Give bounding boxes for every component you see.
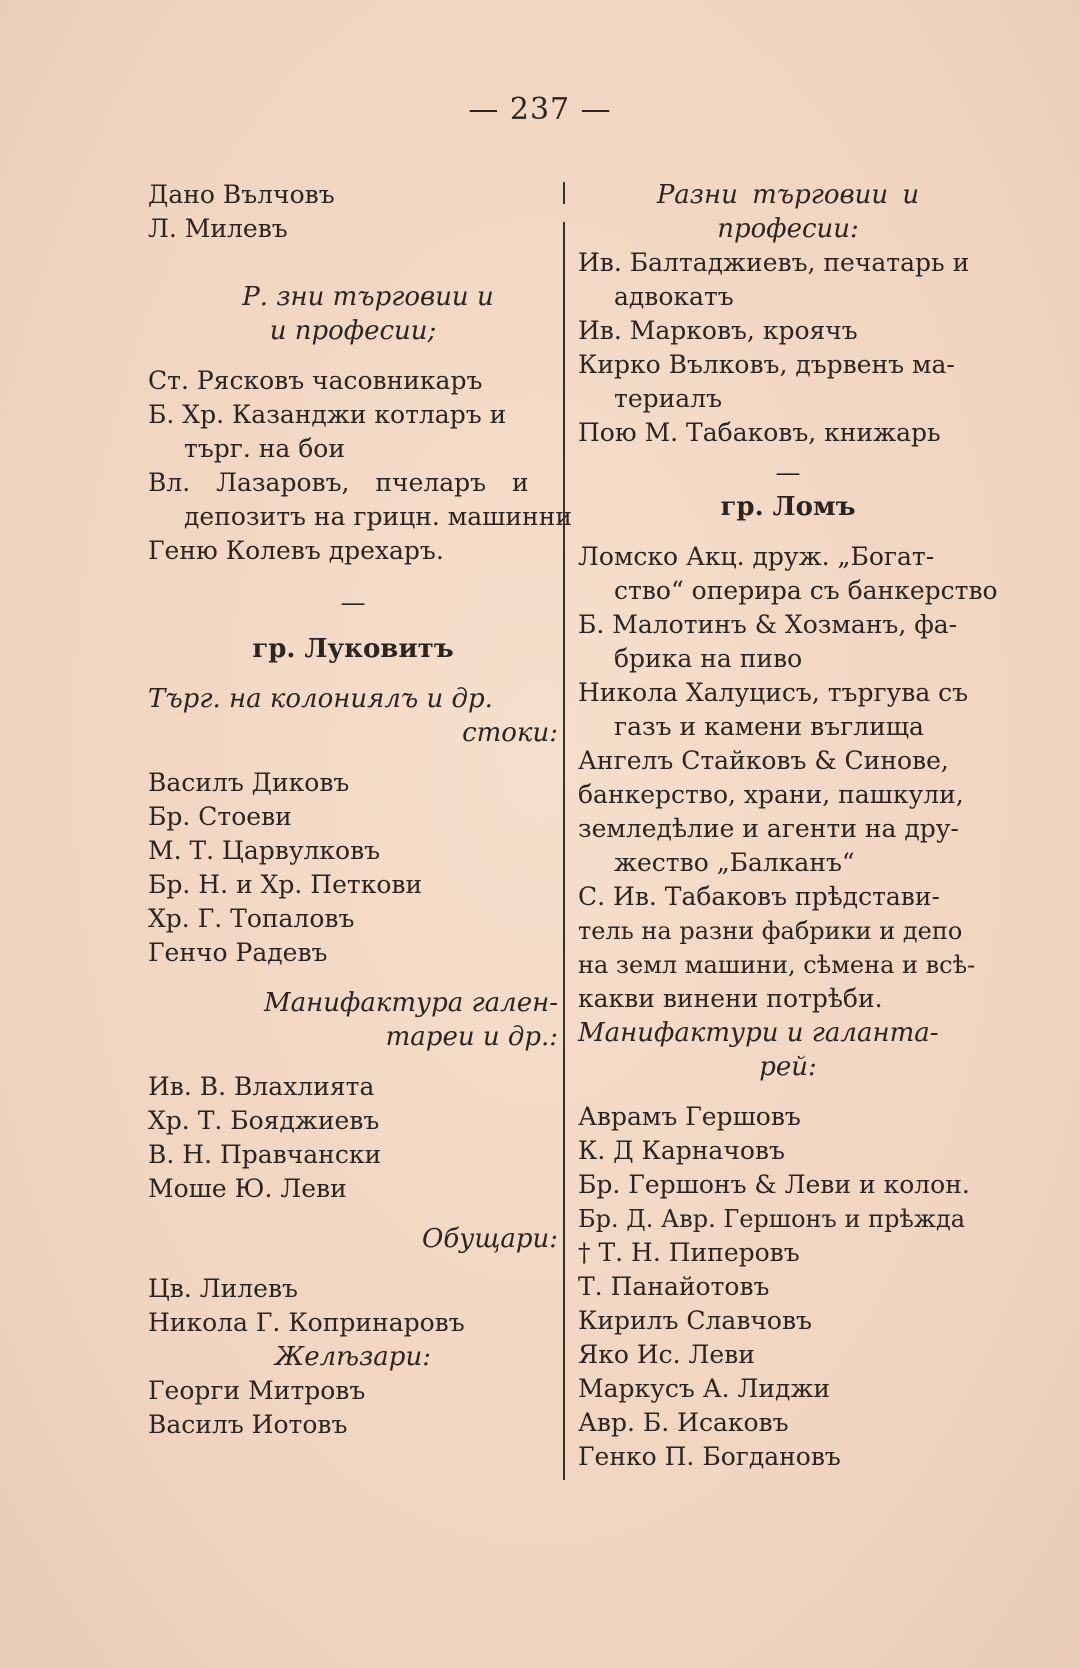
list-item: Ангелъ Стайковъ & Синове, (578, 746, 949, 775)
list-item: Хр. Т. Бояджиевъ (148, 1106, 380, 1135)
list-item: Никола Халуцисъ, търгува съ (578, 678, 969, 707)
list-item: Ив. Марковъ, кроячъ (578, 316, 858, 345)
town-heading: гр. Луковитъ (252, 634, 454, 664)
list-item: В. Н. Правчански (148, 1140, 382, 1169)
list-item-text: Б. Хр. Казанджи котларъ и (148, 400, 507, 429)
list-item: Бр. Н. и Хр. Петкови (148, 870, 423, 899)
list-item: Цв. Лилевъ (148, 1274, 298, 1303)
section-heading: Разни търговии и (656, 180, 920, 210)
list-item-cont: ство“ оперира съ банкерство (614, 576, 998, 605)
list-item: Бр. Стоеви (148, 802, 292, 831)
list-item: Б. Малотинъ & Хозманъ, фа- (578, 610, 958, 639)
list-item-cont: депозитъ на грицн. машинни (184, 502, 573, 531)
left-column (148, 178, 573, 1442)
section-heading: Търг. на колониялъ и др. (148, 684, 493, 714)
section-heading: Желѣзари: (275, 1342, 431, 1372)
list-item-cont: териалъ (614, 384, 722, 413)
list-item: Бр. Гершонъ & Леви и колон. (578, 1170, 970, 1199)
section-heading-cont: рей: (759, 1052, 817, 1082)
list-item: Дано Вълчовъ (148, 180, 335, 209)
list-item: Ив. Балтаджиевъ, печатарь и (578, 248, 970, 277)
list-item: Василъ Диковъ (148, 768, 350, 797)
list-item: Кирилъ Славчовъ (578, 1306, 812, 1335)
separator-dash: — (340, 588, 366, 617)
column-divider-top (563, 182, 565, 204)
list-item (148, 398, 558, 432)
list-item: Ломско Акц. друж. „Богат- (578, 542, 935, 571)
list-item: Генко П. Богдановъ (578, 1442, 841, 1471)
list-item: Моше Ю. Леви (148, 1174, 347, 1203)
list-item: Василъ Иотовъ (148, 1410, 348, 1439)
list-item-cont: жество „Балканъ“ (614, 848, 855, 877)
section-heading: Обущари: (422, 1224, 558, 1254)
list-item-cont: на земл машини, сѣмена и всѣ- (578, 951, 976, 979)
right-column (578, 178, 998, 1474)
list-item-cont: тель на разни фабрики и депо (578, 917, 963, 945)
list-item: Кирко Вълковъ, дървенъ ма- (578, 350, 955, 379)
column-divider (563, 222, 565, 1480)
list-item: Яко Ис. Леви (578, 1340, 755, 1369)
list-item-cont: газъ и камени въглища (614, 712, 924, 741)
section-heading-cont: стоки: (462, 718, 558, 748)
town-heading: гр. Ломъ (720, 492, 856, 522)
section-heading: Манифактура гален- (263, 988, 558, 1018)
list-item: Геню Колевъ дрехаръ. (148, 536, 444, 565)
list-item: Никола Г. Копринаровъ (148, 1308, 465, 1337)
section-heading: Манифактури и галанта- (578, 1018, 939, 1048)
section-heading-cont: професии: (717, 214, 859, 244)
section-heading-cont: тареи и др.: (385, 1022, 558, 1052)
list-item: К. Д Карначовъ (578, 1136, 785, 1165)
list-item-cont: какви винени потрѣби. (578, 984, 883, 1013)
list-item: Генчо Радевъ (148, 938, 328, 967)
separator-dash: — (775, 458, 801, 487)
list-item: Вл. Лазаровъ, пчеларъ и (148, 468, 529, 497)
list-item: Л. Милевъ (148, 214, 288, 243)
list-item: Маркусъ А. Лиджи (578, 1374, 831, 1403)
list-item: Ив. В. Влахлията (148, 1072, 375, 1101)
section-heading-cont: и професии; (269, 316, 437, 346)
list-item-cont: адвокатъ (614, 282, 734, 311)
list-item-cont: банкерство, храни, пашкули, (578, 780, 964, 809)
list-item: Пою М. Табаковъ, книжарь (578, 418, 941, 447)
page-number: — 237 — (468, 92, 612, 127)
list-item: † Т. Н. Пиперовъ (578, 1238, 800, 1267)
list-item: Ст. Рясковъ часовникаръ (148, 366, 483, 395)
list-item: С. Ив. Табаковъ прѣдстави- (578, 882, 940, 911)
list-item: М. Т. Царвулковъ (148, 836, 381, 865)
list-item-cont: земледѣлие и агенти на дру- (578, 814, 959, 843)
list-item: Аврамъ Гершовъ (578, 1102, 801, 1131)
list-item: Бр. Д. Авр. Гершонъ и прѣжда (578, 1205, 966, 1233)
list-item: Хр. Г. Топаловъ (148, 904, 355, 933)
list-item-cont: брика на пиво (614, 644, 803, 673)
list-item-cont: търг. на бои (184, 434, 346, 463)
list-item: Авр. Б. Исаковъ (578, 1408, 789, 1437)
list-item: Георги Митровъ (148, 1376, 366, 1405)
list-item: Т. Панайотовъ (578, 1272, 770, 1301)
section-heading: Р. зни търговии и (242, 282, 494, 312)
